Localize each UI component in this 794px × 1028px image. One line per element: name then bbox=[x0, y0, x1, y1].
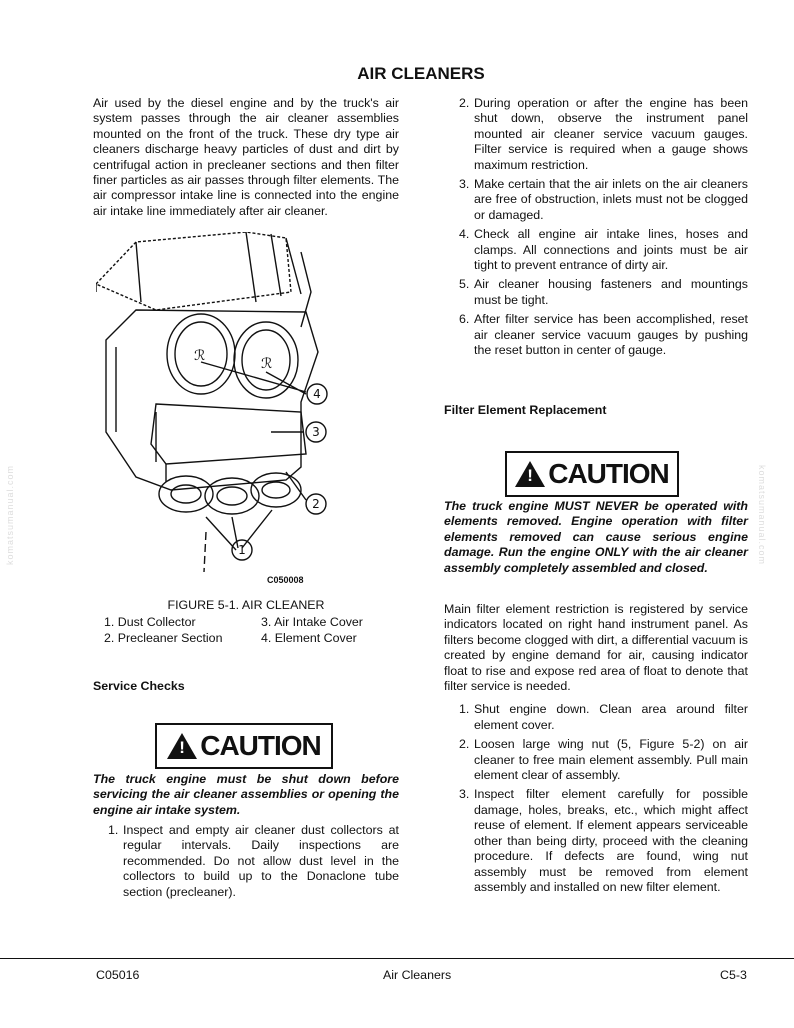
step-text: Make certain that the air inlets on the air cleaners are free of obstruction, inlets must not be clogged or damaged. bbox=[474, 177, 748, 222]
warning-triangle-icon bbox=[167, 733, 197, 759]
caution-label: CAUTION bbox=[200, 730, 321, 761]
list-item bbox=[444, 277, 748, 308]
step-number: 2. bbox=[459, 737, 470, 752]
figure-id: C050008 bbox=[267, 575, 304, 585]
service-checks-heading: Service Checks bbox=[93, 679, 185, 693]
page-title: AIR CLEANERS bbox=[357, 64, 485, 83]
step-number: 1. bbox=[108, 823, 119, 837]
step-text: Inspect filter element carefully for possible damage, holes, breaks, etc., which might affect reuse of element. If element appears serviceable other than being dirty, proceed with the cleaning procedure. If defects are found, wing nut assembly must be removed from element assembly and installed on new filter element. bbox=[474, 787, 748, 894]
warning-triangle-icon bbox=[515, 461, 545, 487]
caution-box bbox=[155, 723, 333, 769]
step-number: 1. bbox=[459, 702, 470, 717]
step-number: 4. bbox=[459, 227, 470, 242]
list-item bbox=[444, 702, 748, 733]
left-column bbox=[93, 96, 399, 219]
list-item bbox=[93, 823, 399, 900]
figure-caption: FIGURE 5-1. AIR CLEANER bbox=[167, 598, 325, 612]
svg-text:ℛ: ℛ bbox=[194, 348, 206, 364]
svg-text:ℛ: ℛ bbox=[261, 356, 273, 372]
legend-item: 1. Dust Collector bbox=[104, 615, 196, 629]
step-number: 5. bbox=[459, 277, 470, 292]
list-item bbox=[444, 227, 748, 273]
watermark-right: komatsumanual.com bbox=[757, 464, 768, 566]
filter-replacement-heading: Filter Element Replacement bbox=[444, 403, 607, 417]
list-item bbox=[444, 737, 748, 783]
step-number: 3. bbox=[459, 177, 470, 192]
callout-3: 3 bbox=[312, 425, 320, 439]
step-text: After filter service has been accomplished, reset air cleaner service vacuum gauges by pushing the reset button in center of gauge. bbox=[474, 312, 748, 358]
intro-paragraph: Air used by the diesel engine and by the truck's air system passes through the air cleaner assemblies mounted on the front of the truck. These dry type air cleaners discharge heavy particles of dust and dirt by centrifugal action in precleaner sections and then filter finer particles as air passes through filter elements. The air compressor intake line is connected into the engine air intake line immediately after air cleaner. bbox=[93, 96, 399, 218]
footer-section-title: Air Cleaners bbox=[383, 968, 452, 982]
footer-doc-code: C05016 bbox=[96, 968, 140, 982]
callout-4: 4 bbox=[313, 387, 321, 401]
legend-item: 3. Air Intake Cover bbox=[261, 615, 363, 629]
step-text: Check all engine air intake lines, hoses and clamps. All connections and joints must be air tight to prevent entrance of dirty air. bbox=[474, 227, 748, 273]
list-item bbox=[444, 312, 748, 358]
step-number: 3. bbox=[459, 787, 470, 802]
step-text: Shut engine down. Clean area around filter element cover. bbox=[474, 702, 748, 732]
step-text: Loosen large wing nut (5, Figure 5-2) on air cleaner to free main element assembly. Pull main element clear of assembly. bbox=[474, 737, 748, 783]
right-column bbox=[444, 96, 748, 363]
watermark-left: komatsumanual.com bbox=[5, 464, 16, 566]
callout-2: 2 bbox=[312, 497, 320, 511]
figure-legend bbox=[104, 614, 411, 646]
footer-divider bbox=[0, 958, 794, 959]
filter-warning: The truck engine MUST NEVER be operated with elements removed. Engine operation with filter elements removed can cause serious engine damage. Run the engine ONLY with the air cleaner assembly completely assembled and closed. bbox=[444, 499, 748, 575]
list-item bbox=[444, 96, 748, 173]
filter-body-paragraph: Main filter element restriction is registered by service indicators located on right hand instrument panel. As filters become clogged with dirt, a differential vacuum is created by engine demand for air, causing indicator float to rise and expose red area of float to denote that filter service is needed. bbox=[444, 602, 748, 694]
list-item bbox=[444, 787, 748, 895]
step-text: During operation or after the engine has been shut down, observe the instrument panel mounted air cleaner service vacuum gauges. Filter service is required when a gauge shows maximum restriction. bbox=[474, 96, 748, 172]
service-steps-left bbox=[93, 823, 399, 904]
caution-box bbox=[505, 451, 679, 497]
filter-steps-list bbox=[444, 702, 748, 895]
legend-item: 2. Precleaner Section bbox=[104, 631, 223, 645]
step-number: 2. bbox=[459, 96, 470, 110]
callout-1: 1 bbox=[238, 543, 246, 557]
step-text: Inspect and empty air cleaner dust collectors at regular intervals. Daily inspections are recommended. Do not allow dust level in the collectors to build up to the Donaclone tube section (precleaner). bbox=[123, 823, 399, 899]
service-steps-list bbox=[93, 823, 399, 900]
filter-body-block bbox=[444, 602, 748, 899]
list-item bbox=[444, 177, 748, 223]
air-cleaner-illustration bbox=[96, 232, 342, 594]
legend-item: 4. Element Cover bbox=[261, 631, 357, 645]
footer-page-number: C5-3 bbox=[720, 968, 747, 982]
service-warning: The truck engine must be shut down before servicing the air cleaner assemblies or opening the engine air intake system. bbox=[93, 772, 399, 817]
caution-label: CAUTION bbox=[548, 458, 669, 489]
service-steps-list-continued bbox=[444, 96, 748, 359]
step-text: Air cleaner housing fasteners and mountings must be tight. bbox=[474, 277, 748, 307]
step-number: 6. bbox=[459, 312, 470, 327]
